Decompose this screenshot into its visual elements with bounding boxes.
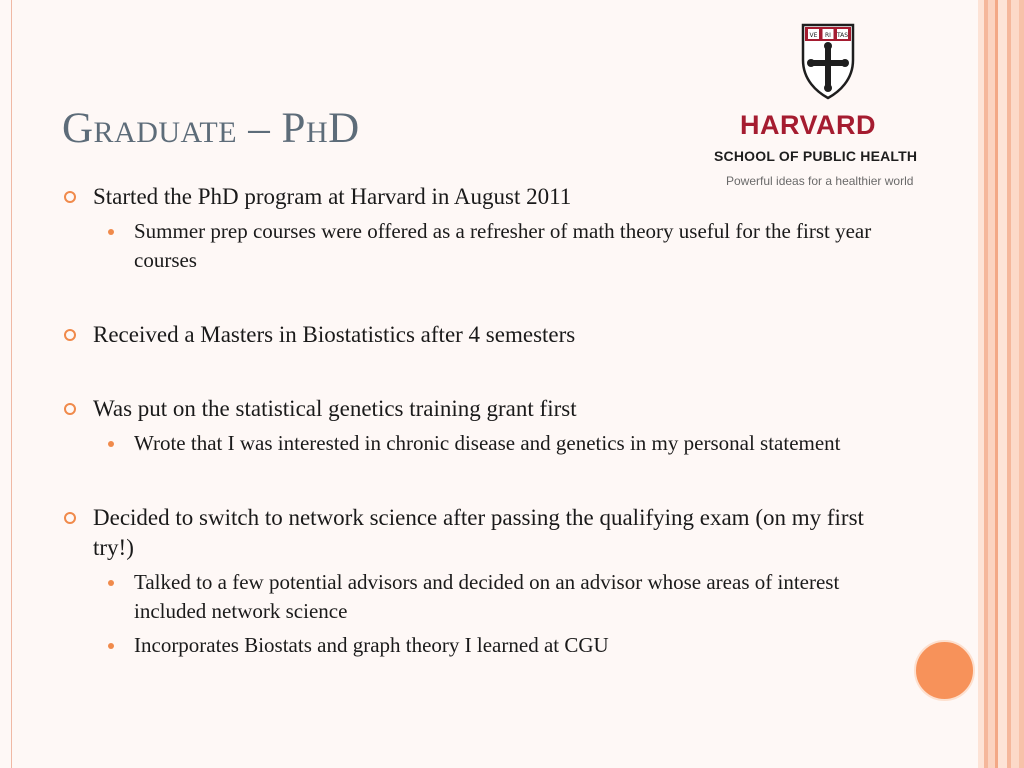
sub-bullet-text: Talked to a few potential advisors and decided on an advisor whose areas of interest included network science <box>134 570 840 623</box>
sub-bullet-item <box>62 217 892 275</box>
svg-text:VE: VE <box>809 32 818 39</box>
sub-bullet-text: Wrote that I was interested in chronic disease and genetics in my personal statement <box>134 431 841 455</box>
bullet-item <box>62 320 892 350</box>
sub-bullet-text: Summer prep courses were offered as a refresher of math theory useful for the first year courses <box>134 219 872 272</box>
sub-bullet-item <box>62 631 892 660</box>
logo-wordmark: HARVARD <box>739 110 876 140</box>
sub-bullet-item <box>62 568 892 626</box>
left-border <box>0 0 12 768</box>
svg-text:TAS: TAS <box>836 32 849 39</box>
sub-bullet-marker <box>108 580 114 586</box>
sub-bullet-marker <box>108 643 114 649</box>
bullet-text: Started the PhD program at Harvard in August 2011 <box>93 184 572 209</box>
bullet-list <box>62 182 892 660</box>
bullet-marker <box>64 512 76 524</box>
right-decorative-stripes <box>978 0 1024 768</box>
bullet-text: Decided to switch to network science after passing the qualifying exam (on my first try!) <box>93 505 864 560</box>
harvard-logo <box>708 22 948 192</box>
bullet-text: Received a Masters in Biostatistics after 4 semesters <box>93 322 576 347</box>
bullet-marker <box>64 191 76 203</box>
bullet-item <box>62 394 892 424</box>
bullet-marker <box>64 403 76 415</box>
decorative-orange-circle <box>914 640 975 701</box>
logo-tagline: Powerful ideas for a healthier world <box>726 174 914 188</box>
sub-bullet-item <box>62 429 892 458</box>
logo-school-name: SCHOOL OF PUBLIC HEALTH <box>714 148 918 164</box>
slide-title: Graduate – PhD <box>62 105 360 152</box>
bullet-text: Was put on the statistical genetics training grant first <box>93 396 577 421</box>
sub-bullet-marker <box>108 441 114 447</box>
bullet-marker <box>64 329 76 341</box>
svg-text:RI: RI <box>825 32 831 39</box>
sub-bullet-marker <box>108 229 114 235</box>
bullet-item <box>62 182 892 212</box>
bullet-item <box>62 503 892 563</box>
sub-bullet-text: Incorporates Biostats and graph theory I learned at CGU <box>134 633 609 657</box>
shield-icon <box>799 22 857 100</box>
